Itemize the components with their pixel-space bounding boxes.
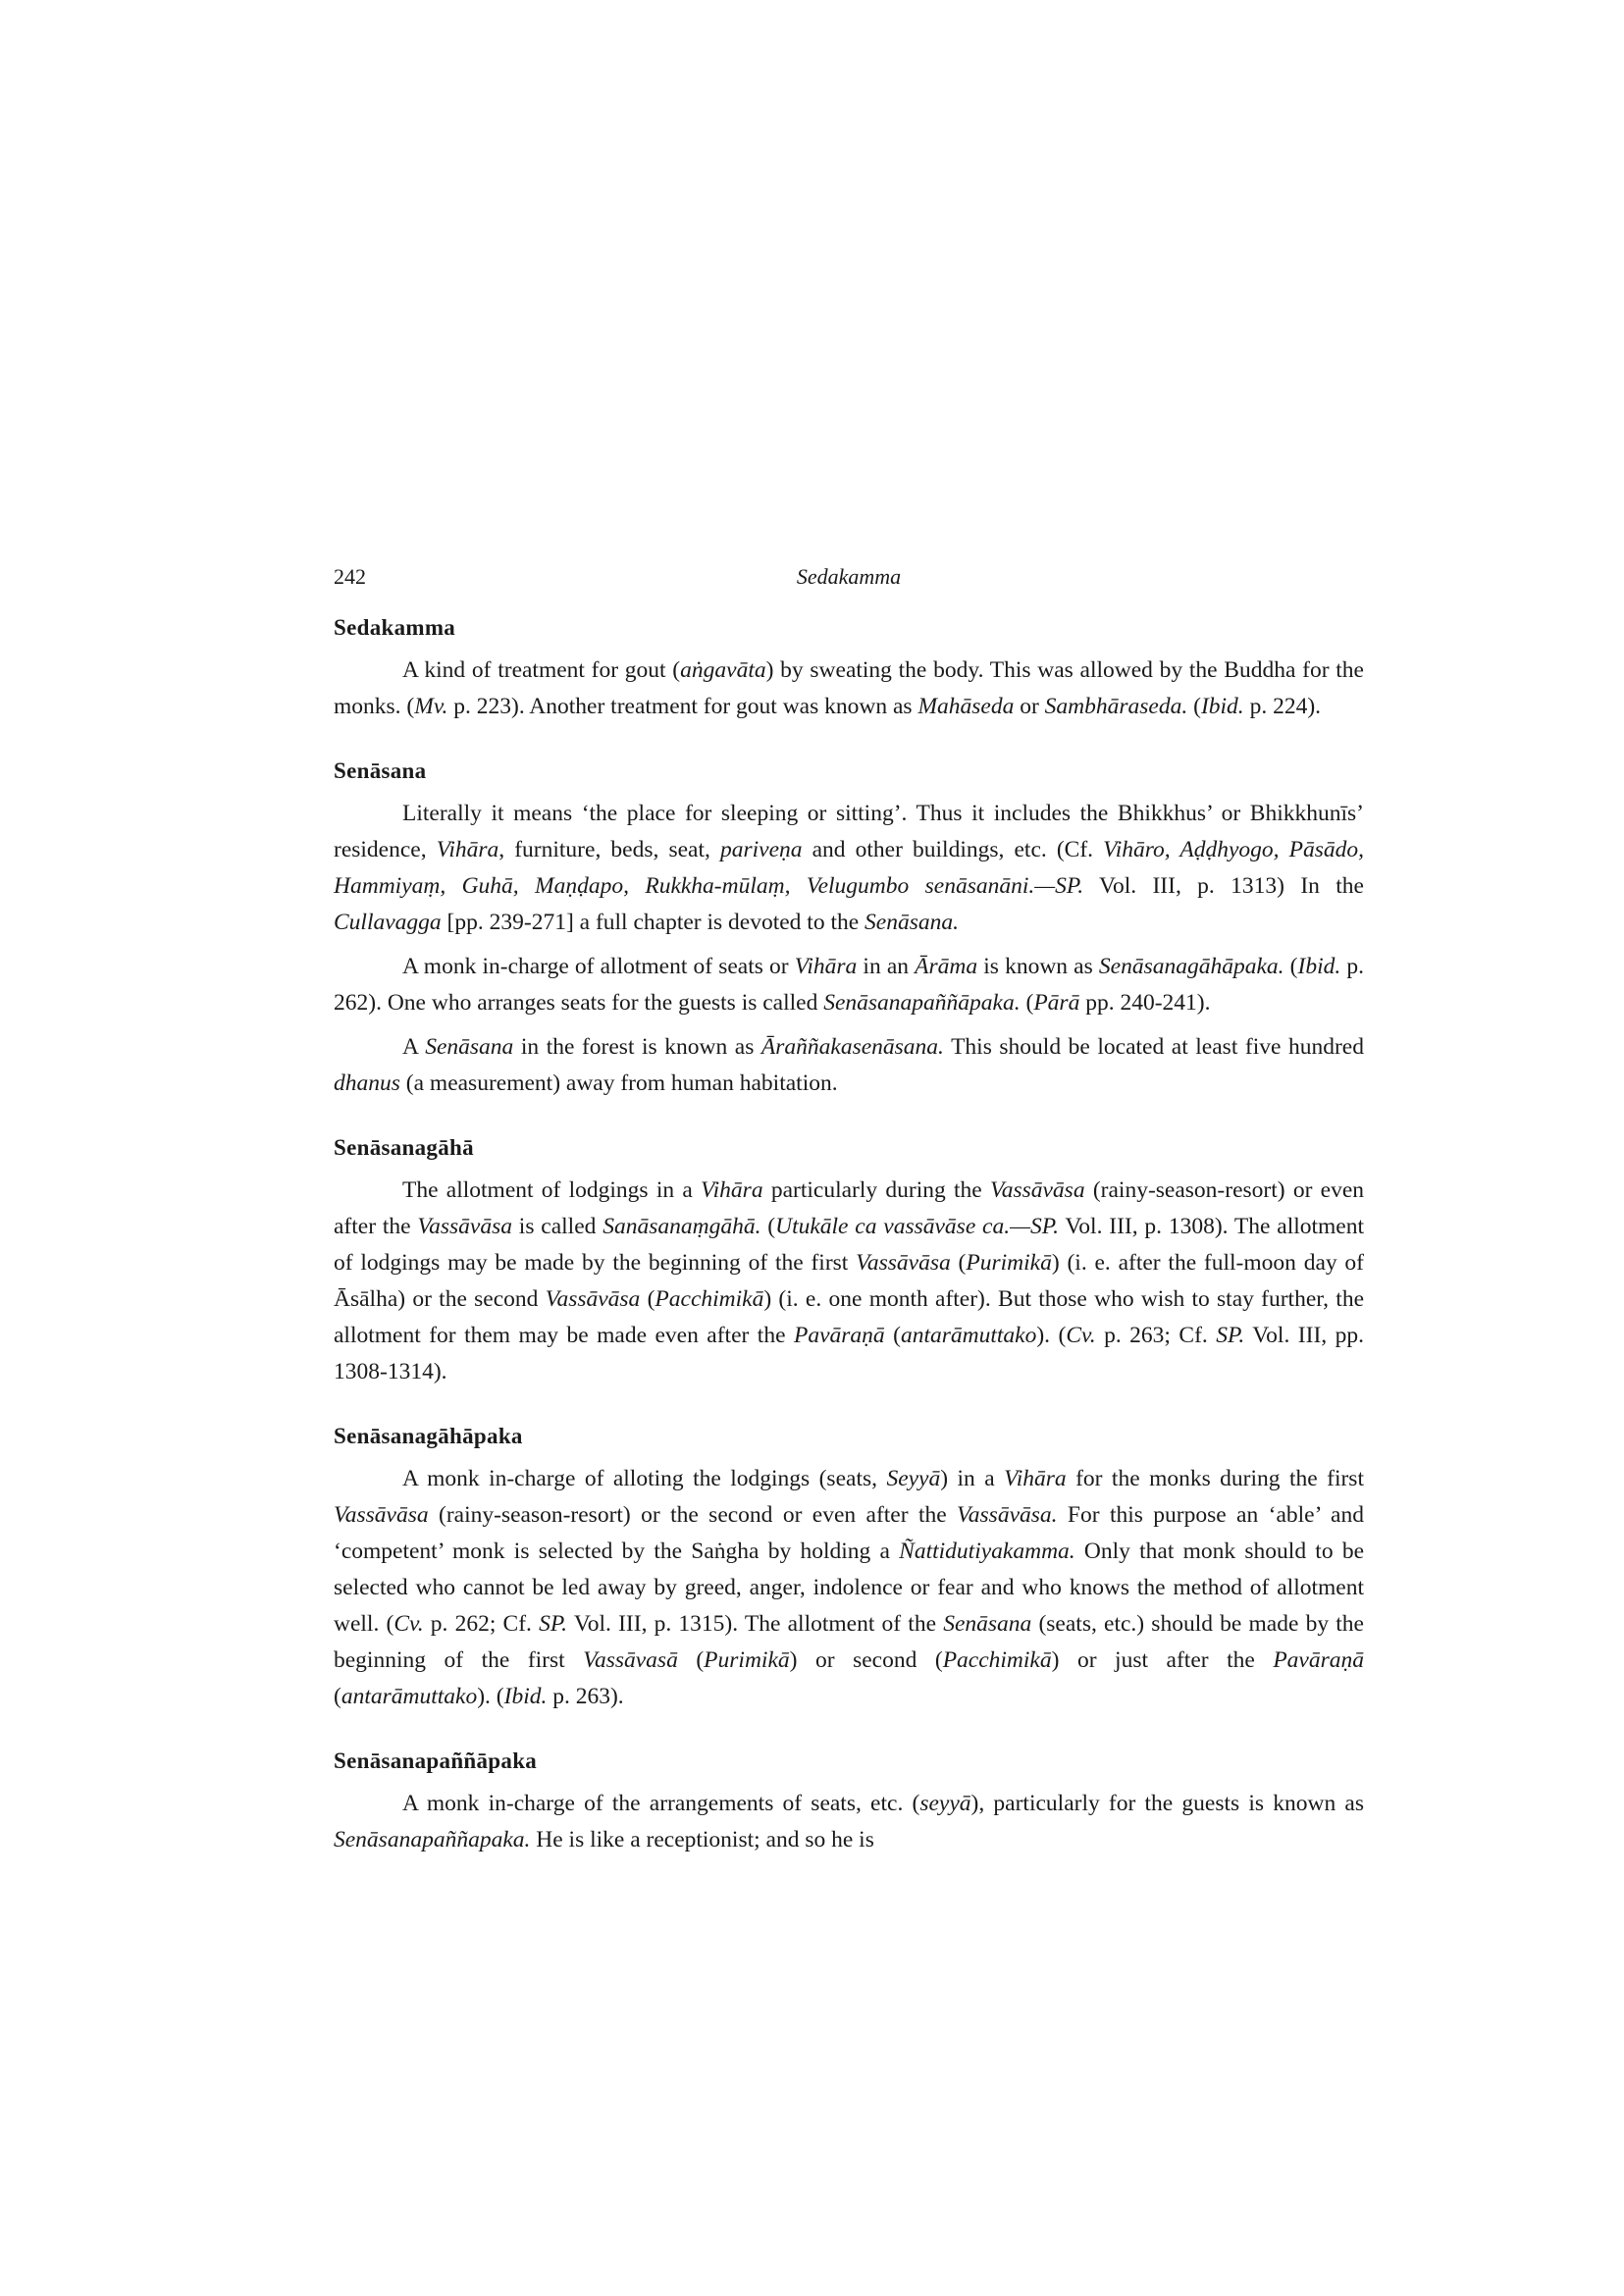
text-run: ) (i. e. one month after). But those who wish to stay further, the allotment for them may be made even after the (334, 1286, 1365, 1348)
text-run: He is like a receptionist; and so he is (530, 1827, 874, 1852)
italic-term: Vassāvāsa. (957, 1502, 1058, 1528)
italic-term: Purimikā (966, 1250, 1052, 1276)
text-run: This should be located at least five hundred (943, 1034, 1364, 1060)
text-run: p. 263). (547, 1684, 624, 1709)
italic-term: Vihāra (1004, 1466, 1067, 1491)
italic-term: Vihāra (701, 1177, 763, 1203)
italic-term: pariveṇa (719, 837, 803, 862)
text-run: A monk in-charge of the arrangements of seats, etc. ( (402, 1791, 920, 1816)
italic-term: Senāsanapaññāpaka. (823, 990, 1021, 1016)
text-run: , furniture, beds, seat, (498, 837, 720, 862)
italic-term: antarāmuttako (341, 1684, 478, 1709)
text-run: is called (512, 1214, 603, 1239)
text-run: A kind of treatment for gout ( (402, 657, 681, 683)
text-run: Literally it means ‘the place for sleeping or sitting’. Thus it includes the Bhikkhus’ or Bhikkhunīs’ residence, (334, 801, 1364, 862)
italic-term: Sanāsanaṃgāhā. (602, 1214, 761, 1239)
text-run: A monk in-charge of allotment of seats or (402, 954, 795, 979)
entry-paragraph (334, 796, 1364, 941)
italic-term: Senāsana (425, 1034, 514, 1060)
italic-term: Pavāraṇā (793, 1323, 885, 1348)
italic-term: Vassāvāsa (856, 1250, 951, 1276)
italic-term: Ñattidutiyakamma. (899, 1539, 1075, 1564)
text-run: ( (640, 1286, 655, 1312)
italic-term: Ibid. (1200, 694, 1244, 719)
italic-term: Senāsanapaññapaka. (334, 1827, 531, 1852)
text-run: particularly during the (762, 1177, 990, 1203)
italic-term: Vassāvasā (583, 1647, 678, 1673)
text-run: Only that monk should to be selected who cannot be led away by greed, anger, indolence or fear and who knows the method of allotment well. ( (334, 1539, 1364, 1637)
italic-term: Ārāma (915, 954, 978, 979)
text-run: ( (884, 1323, 901, 1348)
text-run: (a measurement) away from human habitation. (399, 1070, 838, 1096)
text-run: p. 262). One who arranges seats for the guests is called (334, 954, 1364, 1016)
entry-paragraph (334, 1173, 1364, 1390)
text-run: p. 262; Cf. (423, 1611, 540, 1637)
document-page (334, 564, 1364, 1866)
text-run: ). ( (477, 1684, 504, 1709)
text-run: is known as (977, 954, 1099, 979)
text-run: [pp. 239-271] a full chapter is devoted to the (441, 910, 865, 935)
entry-headword: Senāsana (334, 758, 427, 783)
text-run: p. 224). (1243, 694, 1322, 719)
entry-headword: Senāsanapaññāpaka (334, 1748, 538, 1773)
text-run: ) by sweating the body. This was allowed by the Buddha for the monks. ( (334, 657, 1364, 719)
italic-term: Cullavagga (334, 910, 442, 935)
text-run: ), particularly for the guests is known as (970, 1791, 1364, 1816)
entry-paragraph (334, 1461, 1364, 1715)
italic-term: Vassāvāsa (989, 1177, 1085, 1203)
italic-term: Senāsana. (864, 910, 959, 935)
italic-term: Vassāvāsa (334, 1502, 429, 1528)
text-run: (rainy-season-resort) or the second or even after the (428, 1502, 958, 1528)
running-header (334, 564, 1364, 603)
text-run: Vol. III, p. 1315). The allotment of the (567, 1611, 944, 1637)
italic-term: Pārā (1033, 990, 1080, 1016)
text-run: p. 223). Another treatment for gout was known as (447, 694, 918, 719)
italic-term: Ibid. (503, 1684, 548, 1709)
text-run: ) or second ( (789, 1647, 943, 1673)
text-run: in the forest is known as (513, 1034, 761, 1060)
entry-headword: Senāsanagāhāpaka (334, 1424, 523, 1448)
italic-term: Mv. (414, 694, 448, 719)
entry-paragraph (334, 1786, 1364, 1858)
italic-term: antarāmuttako (900, 1323, 1037, 1348)
italic-term: SP. (1216, 1323, 1245, 1348)
italic-term: Vihāra (436, 837, 499, 862)
text-run: ) (i. e. after the full-moon day of Āsālha) or the second (334, 1250, 1364, 1312)
italic-term: Cv. (393, 1611, 424, 1637)
text-run: ). ( (1036, 1323, 1067, 1348)
text-run: Vol. III, p. 1308). The allotment of lodgings may be made by the beginning of the first (334, 1214, 1365, 1276)
italic-term: Vihāra (794, 954, 858, 979)
italic-term: Utukāle ca vassāvāse ca.—SP. (775, 1214, 1059, 1239)
italic-term: Mahāseda (917, 694, 1015, 719)
text-run: for the monks during the first (1066, 1466, 1364, 1491)
text-run: ( (760, 1214, 776, 1239)
text-run: Vol. III, p. 1313) In the (1083, 873, 1364, 899)
text-run: ( (1020, 990, 1034, 1016)
entry-paragraph (334, 1029, 1364, 1102)
italic-term: Vihāro, Aḍḍhyogo, Pāsādo, Hammiyaṃ, Guhā, Maṇḍapo, Rukkha-mūlaṃ, Velugumbo senāsanāni.—SP. (334, 837, 1364, 899)
italic-term: Vassāvāsa (545, 1286, 641, 1312)
text-run: pp. 240-241). (1079, 990, 1211, 1016)
entry-headword: Senāsanagāhā (334, 1135, 474, 1160)
text-run: p. 263; Cf. (1095, 1323, 1217, 1348)
text-run: (seats, etc.) should be made by the beginning of the first (334, 1611, 1364, 1673)
entry-headword: Sedakamma (334, 615, 456, 640)
italic-term: Āraññakasenāsana. (760, 1034, 944, 1060)
entry-paragraph (334, 652, 1364, 725)
italic-term: Ibid. (1297, 954, 1341, 979)
italic-term: Vassāvāsa (417, 1214, 512, 1239)
italic-term: Pavāraṇā (1273, 1647, 1365, 1673)
text-run: or (1014, 694, 1045, 719)
italic-term: Senāsana (943, 1611, 1032, 1637)
italic-term: Seyyā (886, 1466, 941, 1491)
text-run: in an (857, 954, 916, 979)
text-run: and other buildings, etc. (Cf. (802, 837, 1104, 862)
italic-term: dhanus (334, 1070, 400, 1096)
text-run: A monk in-charge of alloting the lodgings (seats, (402, 1466, 887, 1491)
text-run: Vol. III, pp. 1308-1314). (334, 1323, 1364, 1384)
text-run: ( (1283, 954, 1298, 979)
text-run: A (402, 1034, 426, 1060)
italic-term: Pacchimikā (655, 1286, 764, 1312)
italic-term: aṅgavāta (680, 657, 766, 683)
italic-term: Senāsanagāhāpaka. (1098, 954, 1284, 979)
italic-term: SP. (539, 1611, 568, 1637)
italic-term: Pacchimikā (942, 1647, 1052, 1673)
text-run: ( (334, 1684, 341, 1709)
text-run: (rainy-season-resort) or even after the (334, 1177, 1365, 1239)
italic-term: Purimikā (704, 1647, 790, 1673)
text-run: ) or just after the (1051, 1647, 1274, 1673)
text-run: The allotment of lodgings in a (402, 1177, 702, 1203)
text-run: ( (677, 1647, 705, 1673)
italic-term: seyyā (919, 1791, 971, 1816)
entry-paragraph (334, 949, 1364, 1021)
text-run: ( (950, 1250, 967, 1276)
text-run: ) in a (940, 1466, 1005, 1491)
page-number: 242 (334, 564, 366, 589)
dictionary-entries (334, 615, 1364, 1858)
italic-term: Cv. (1066, 1323, 1096, 1348)
running-head-title: Sedakamma (796, 564, 902, 589)
italic-term: Sambhāraseda. (1044, 694, 1188, 719)
text-run: ( (1187, 694, 1201, 719)
text-run: For this purpose an ‘able’ and ‘competent’ monk is selected by the Saṅgha by holding a (334, 1502, 1364, 1564)
